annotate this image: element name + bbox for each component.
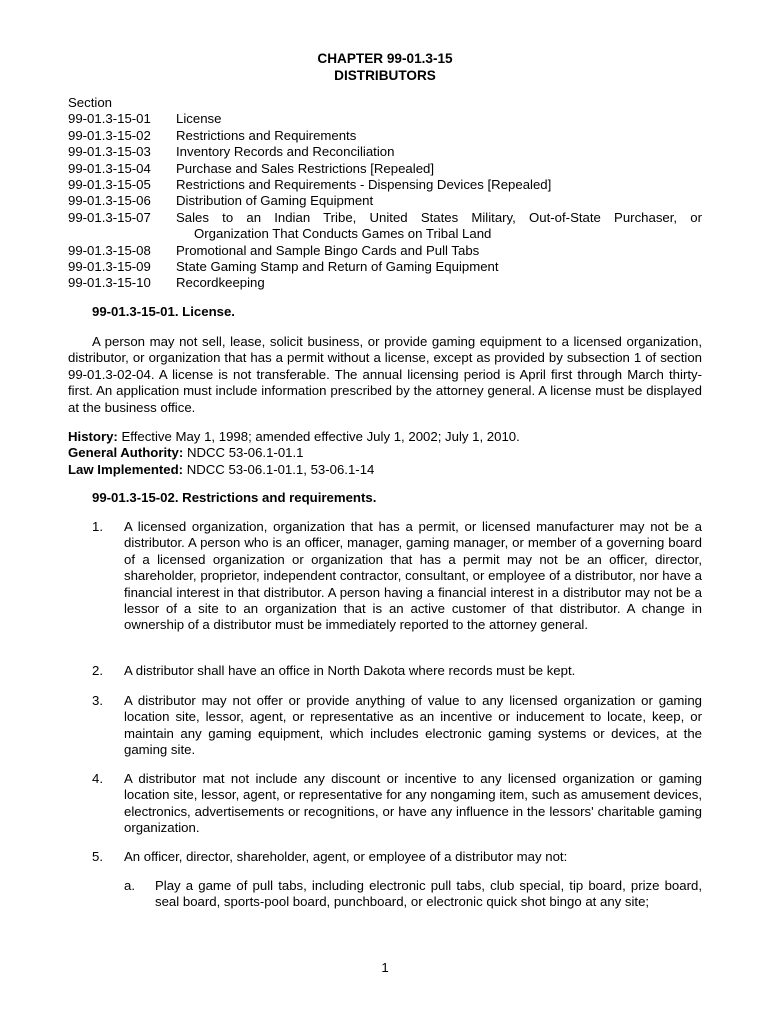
chapter-number: CHAPTER 99-01.3-15 — [317, 51, 453, 66]
history-text: Effective May 1, 1998; amended effective July 1, 2002; July 1, 2010. — [117, 429, 520, 444]
list-item-number: 1. — [92, 519, 103, 534]
chapter-title: DISTRIBUTORS — [334, 68, 436, 83]
toc-entry-title: Sales to an Indian Tribe, United States Military, Out-of-State Purchaser, or — [176, 209, 702, 225]
toc-entry-title: Distribution of Gaming Equipment — [176, 193, 374, 209]
sub-list-item-text: Play a game of pull tabs, including electronic pull tabs, club special, tip board, prize board, seal board, sports-pool board, punchboard, or electronic quick shot bingo at any site; — [155, 878, 702, 910]
list-item — [68, 663, 702, 679]
toc-entry-title: Inventory Records and Reconciliation — [176, 144, 395, 160]
law-label: Law Implemented: — [68, 461, 184, 477]
law-line — [68, 462, 702, 478]
list-item — [68, 771, 702, 837]
authority-label: General Authority: — [68, 445, 184, 461]
toc-entry-title: Restrictions and Requirements - Dispensing Devices [Repealed] — [176, 177, 552, 193]
license-paragraph: A person may not sell, lease, solicit business, or provide gaming equipment to a licensed organization, distributor, or organization that has a permit without a license, except as provided by subsection 1 of section 99-01.3-02-04. A license is not transferable. The annual licensing period is April first through March thirty-first. An application must include information prescribed by the attorney general. A license must be displayed at the business office. — [68, 334, 702, 415]
history-label: History: — [68, 429, 118, 444]
sub-list-item — [124, 878, 702, 911]
section-index — [68, 95, 702, 292]
history-notes — [68, 429, 702, 478]
toc-entry-number: 99-01.3-15-01 — [68, 111, 151, 127]
toc-entry — [68, 193, 702, 209]
toc-entry — [68, 243, 702, 259]
list-item-text: A licensed organization, organization that has a permit, or licensed manufacturer may not be a distributor. A person who is an officer, manager, gaming manager, or member of a governing board of a licensed organization or organization that has a permit may not be an officer, director, shareholder, proprietor, independent contractor, consultant, or employee of a distributor, nor have a financial interest in that distributor. A person having a financial interest in a distributor may not be a lessor of a site to an organization that is an active customer of that distributor. A change in ownership of a distributor must be immediately reported to the attorney general. — [124, 519, 702, 633]
section-heading-license: 99-01.3-15-01. License. — [92, 304, 235, 319]
list-item-number: 4. — [92, 771, 103, 786]
list-item-number: 2. — [92, 663, 103, 678]
toc-entry-number: 99-01.3-15-06 — [68, 193, 151, 209]
toc-entry — [68, 275, 702, 291]
authority-line — [68, 445, 702, 461]
chapter-heading — [68, 50, 702, 84]
toc-entry-title: Restrictions and Requirements — [176, 127, 357, 143]
toc-entry-number: 99-01.3-15-10 — [68, 275, 151, 291]
toc-entry — [68, 259, 702, 275]
law-text: NDCC 53-06.1-01.1, 53-06.1-14 — [183, 461, 375, 477]
list-item-text: A distributor shall have an office in North Dakota where records must be kept. — [124, 663, 576, 678]
toc-entry-title: Purchase and Sales Restrictions [Repealed] — [176, 160, 435, 176]
list-item-number: 5. — [92, 849, 103, 864]
document-page — [68, 0, 702, 1024]
toc-entry-number: 99-01.3-15-05 — [68, 177, 151, 193]
toc-entry — [68, 161, 702, 177]
section-heading-restrictions: 99-01.3-15-02. Restrictions and requirements. — [92, 490, 377, 505]
toc-entry-title: Recordkeeping — [176, 275, 265, 291]
section-index-label: Section — [68, 95, 112, 110]
toc-entry — [68, 144, 702, 160]
toc-entry-number: 99-01.3-15-08 — [68, 242, 151, 258]
sub-list-item-letter: a. — [124, 878, 135, 893]
list-item — [68, 693, 702, 759]
toc-entry-number: 99-01.3-15-09 — [68, 259, 151, 275]
list-item-number: 3. — [92, 693, 103, 708]
toc-entry-number: 99-01.3-15-02 — [68, 127, 151, 143]
toc-entry-number: 99-01.3-15-03 — [68, 144, 151, 160]
list-item-text: An officer, director, shareholder, agent, or employee of a distributor may not: — [124, 849, 568, 864]
toc-entry — [68, 128, 702, 144]
toc-entry-number: 99-01.3-15-07 — [68, 209, 151, 225]
list-item — [68, 849, 702, 865]
toc-entry-title: Promotional and Sample Bingo Cards and Pull Tabs — [176, 242, 480, 258]
list-item-text: A distributor mat not include any discount or incentive to any licensed organization or gaming location site, lessor, agent, or representative for any nongaming item, such as amusement devices, electronics, advertisements or recognitions, or have any influence in the lessors' charitable gaming organization. — [124, 771, 702, 836]
toc-entry — [68, 111, 702, 127]
toc-entry-title: License — [176, 111, 222, 127]
page-number: 1 — [381, 960, 389, 975]
list-item — [68, 519, 702, 634]
toc-entry-title: State Gaming Stamp and Return of Gaming Equipment — [176, 259, 499, 275]
authority-text: NDCC 53-06.1-01.1 — [183, 445, 304, 461]
toc-entry-number: 99-01.3-15-04 — [68, 160, 151, 176]
toc-entry-title-continuation: Organization That Conducts Games on Tribal Land — [194, 226, 492, 242]
toc-entry — [68, 210, 702, 243]
list-item-text: A distributor may not offer or provide anything of value to any licensed organization or gaming location site, lessor, agent, or representative as an incentive or inducement to locate, keep, or maintain any gaming equipment, which includes electronic gaming systems or devices, at the gaming site. — [124, 693, 702, 758]
history-line — [68, 429, 702, 445]
toc-entry-title-wrapped — [176, 210, 702, 243]
toc-entry — [68, 177, 702, 193]
